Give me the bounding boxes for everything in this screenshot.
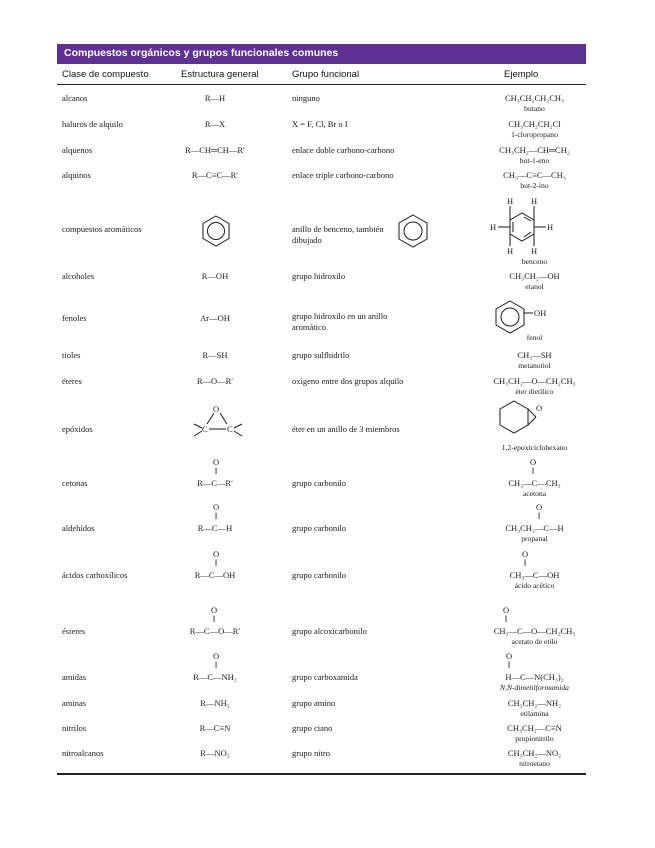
row-estructura: R—X (204, 119, 226, 129)
phenol-structure (494, 300, 554, 334)
benzene-kekule-structure (486, 196, 558, 260)
row-clase: ácidos carboxílicos (62, 570, 128, 580)
row-ejemplo-nombre: acetona (522, 489, 547, 498)
double-bond-mark: ‖ (505, 614, 508, 624)
row-ejemplo: CH₃CH₂—C≡N (507, 723, 562, 733)
carbonyl-oxygen: O (213, 457, 220, 467)
row-ejemplo: CH₃CH₂—C—H (505, 523, 564, 533)
row-grupo: grupo amino (292, 698, 336, 708)
double-bond-mark: ‖ (215, 466, 218, 476)
atom-label: H (531, 246, 538, 256)
row-ejemplo-nombre: benceno (521, 257, 548, 266)
header-grupo: Grupo funcional (292, 69, 360, 80)
row-clase: alquinos (62, 170, 91, 180)
row-ejemplo: CH₃CH₂—CH═CH₂ (499, 145, 570, 155)
row-grupo: grupo ciano (292, 723, 333, 733)
row-ejemplo-nombre: propanal (521, 534, 548, 543)
row-estructura: R—C—NH₂ (193, 672, 237, 682)
atom-label: H (547, 222, 554, 232)
row-clase: aldehídos (62, 523, 95, 533)
row-grupo: grupo alcoxicarbonilo (292, 626, 367, 636)
row-grupo: éter en un anillo de 3 miembros (292, 424, 400, 434)
row-estructura: R—H (204, 93, 226, 103)
row-estructura: R—C—H (197, 523, 233, 533)
header-ejemplo: Ejemplo (504, 69, 539, 80)
carbonyl-oxygen: O (536, 502, 543, 512)
row-ejemplo-nombre: acetato de etilo (511, 637, 558, 646)
row-grupo: grupo nitro (292, 748, 331, 758)
row-ejemplo-nombre: 1-cloropropano (511, 130, 558, 139)
row-ejemplo-nombre: etanol (525, 282, 544, 291)
carbonyl-oxygen: O (213, 651, 220, 661)
row-estructura: R—NH₂ (200, 698, 230, 708)
row-clase: amidas (62, 672, 87, 682)
double-bond-mark: ‖ (508, 660, 511, 670)
row-ejemplo: CH₃CH₂—NH₂ (507, 698, 562, 708)
row-ejemplo: CH₃—C—CH₃ (508, 478, 561, 488)
row-estructura: R—C≡N (199, 723, 231, 733)
atom-label: O (213, 404, 220, 414)
header-rule (57, 84, 586, 85)
row-estructura: R—C≡C—R′ (191, 170, 239, 180)
row-ejemplo: CH₃CH₂CH₂Cl (508, 119, 561, 129)
atom-label: H (490, 222, 497, 232)
atom-label: C (227, 424, 233, 434)
row-ejemplo: CH₃CH₂—O—CH₂CH₃ (493, 376, 576, 386)
carbonyl-oxygen: O (213, 502, 220, 512)
row-estructura: R—C—R′ (197, 478, 233, 488)
row-grupo: grupo hidroxilo (292, 271, 346, 281)
row-estructura: R—CH═CH—R′ (185, 145, 245, 155)
row-ejemplo-nombre: ácido acético (514, 581, 555, 590)
atom-label: O (536, 403, 543, 413)
row-estructura: R—OH (201, 271, 229, 281)
carbonyl-oxygen: O (211, 605, 218, 615)
row-estructura: R—SH (202, 350, 228, 360)
row-clase: nitrilos (62, 723, 87, 733)
row-grupo: ninguno (292, 93, 320, 103)
row-clase: compuestos aromáticos (62, 224, 142, 234)
row-grupo: grupo carbonilo (292, 523, 347, 533)
row-ejemplo-nombre: fenol (526, 333, 543, 342)
row-clase: haluros de alquilo (62, 119, 123, 129)
atom-label: OH (534, 308, 547, 318)
row-clase: alquenos (62, 145, 93, 155)
carbonyl-oxygen: O (213, 549, 220, 559)
atom-label: C (202, 424, 208, 434)
row-clase: alcoholes (62, 271, 95, 281)
row-estructura: Ar—OH (200, 313, 230, 323)
row-ejemplo-nombre: butano (524, 104, 545, 113)
row-ejemplo-nombre: but-2-ino (520, 181, 549, 190)
row-grupo: grupo carbonilo (292, 478, 347, 488)
header-clase: Clase de compuesto (62, 69, 149, 80)
double-bond-mark: ‖ (215, 660, 218, 670)
epoxide-structure (192, 402, 244, 438)
row-clase: epóxidos (62, 424, 93, 434)
row-ejemplo-nombre: but-1-eno (519, 156, 550, 165)
row-clase: alcanos (62, 93, 88, 103)
double-bond-mark: ‖ (524, 558, 527, 568)
row-clase: éteres (62, 376, 82, 386)
row-grupo: X = F, Cl, Br o I (292, 119, 348, 129)
row-ejemplo: CH₃—C—OH (509, 570, 560, 580)
row-ejemplo-nombre: etilamina (520, 709, 549, 718)
atom-label: H (531, 196, 538, 206)
row-ejemplo: CH₃—SH (517, 350, 552, 360)
row-ejemplo-nombre: metanotiol (518, 361, 551, 370)
row-ejemplo: H—C—N(CH₃)₂ (505, 672, 564, 682)
row-grupo: grupo carbonilo (292, 570, 347, 580)
table-bottom-rule (57, 773, 586, 775)
row-grupo: grupo hidroxilo en un anillo aromático (292, 311, 388, 332)
benzene-ring-icon (396, 214, 430, 248)
carbonyl-oxygen: O (503, 605, 510, 615)
carbonyl-oxygen: O (522, 549, 529, 559)
header-estructura: Estructura general (181, 69, 259, 80)
table-title: Compuestos orgánicos y grupos funcionales comunes (64, 47, 339, 59)
row-ejemplo-nombre: N,N-dimetilformamida (500, 683, 569, 692)
row-ejemplo-nombre: propionitrilo (515, 734, 554, 743)
row-clase: ésteres (62, 626, 86, 636)
row-ejemplo-nombre: éter dietílico (515, 387, 554, 396)
row-clase: tioles (62, 350, 81, 360)
double-bond-mark: ‖ (215, 558, 218, 568)
row-estructura: R—NO₂ (200, 748, 230, 758)
row-grupo: grupo carboxamida (292, 672, 358, 682)
row-ejemplo-nombre: nitroetano (519, 759, 550, 768)
double-bond-mark: ‖ (538, 511, 541, 521)
row-ejemplo-nombre: 1,2-epoxiciclohexano (501, 443, 568, 452)
epoxycyclohexane-structure (498, 400, 548, 438)
double-bond-mark: ‖ (215, 511, 218, 521)
row-clase: aminas (62, 698, 87, 708)
row-grupo: enlace doble carbono-carbono (292, 145, 395, 155)
double-bond-mark: ‖ (532, 466, 535, 476)
row-grupo: oxígeno entre dos grupos alquilo (292, 376, 404, 386)
row-ejemplo: CH₃CH₂CH₂CH₃ (504, 93, 565, 103)
row-estructura: R—O—R′ (196, 376, 234, 386)
row-ejemplo: CH₃CH₂—NO₂ (507, 748, 562, 758)
double-bond-mark: ‖ (213, 614, 216, 624)
row-grupo: anillo de benceno, también dibujado (292, 224, 384, 245)
row-estructura: R—C—O—R′ (189, 626, 241, 636)
atom-label: H (507, 246, 514, 256)
row-grupo: enlace triple carbono-carbono (292, 170, 394, 180)
carbonyl-oxygen: O (530, 457, 537, 467)
row-clase: fenoles (62, 313, 87, 323)
table-title-bar (57, 44, 586, 64)
row-ejemplo: CH₃—C≡C—CH₃ (503, 170, 566, 180)
row-ejemplo: CH₃CH₂—OH (509, 271, 560, 281)
row-ejemplo: CH₃—C—O—CH₂CH₃ (493, 626, 576, 636)
row-clase: nitroalcanos (62, 748, 104, 758)
row-estructura: R—C—OH (194, 570, 236, 580)
atom-label: H (507, 196, 514, 206)
carbonyl-oxygen: O (506, 651, 513, 661)
row-grupo: grupo sulfhidrilo (292, 350, 350, 360)
row-clase: cetonas (62, 478, 88, 488)
benzene-ring-icon (200, 215, 232, 247)
